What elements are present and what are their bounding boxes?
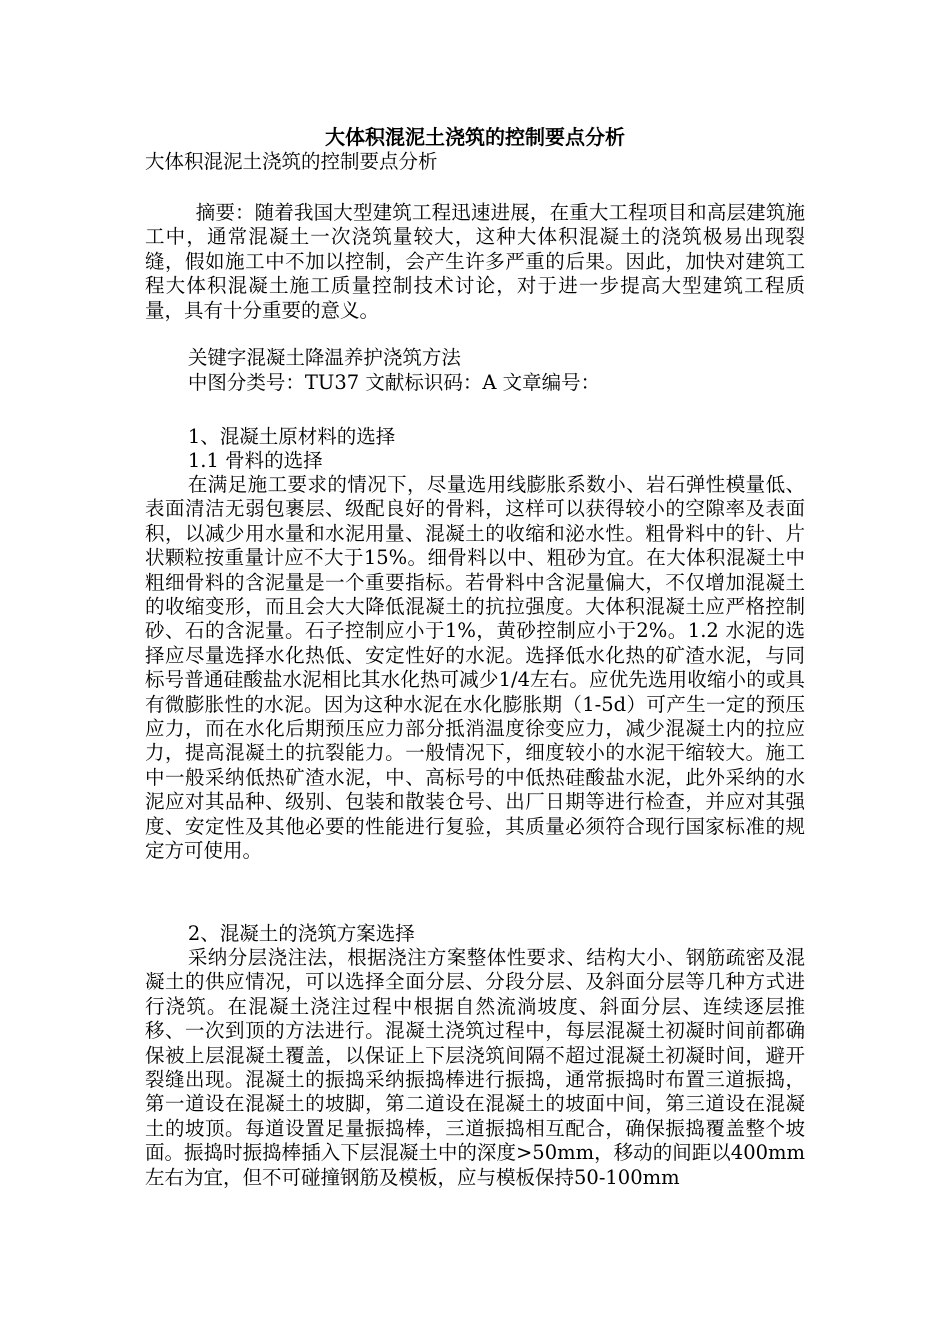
section-1-body: 在满足施工要求的情况下，尽量选用线膨胀系数小、岩石弹性模量低、表面清洁无弱包裹层、级配良好的骨料，这样可以获得较小的空隙率及表面积，以减少用水量和水泥用量、混凝土的收缩和泌水性。粗骨料中的针、片状颗粒按重量计应不大于15%。细骨料以中、粗砂为宜。在大体积混凝土中粗细骨料的含泥量是一个重要指标。若骨料中含泥量偏大，不仅增加混凝土的收缩变形，而且会大大降低混凝土的抗拉强度。大体积混凝土应严格控制砂、石的含泥量。石子控制应小于1%，黄砂控制应小于2%。1.2 水泥的选择应尽量选择水化热低、安定性好的水泥。选择低水化热的矿渣水泥，与同标号普通硅酸盐水泥相比其水化热可减少1/4左右。应优先选用收缩小的或具有微膨胀性的水泥。因为这种水泥在水化膨胀期（1-5d）可产生一定的预压应力，而在水化后期预压应力部分抵消温度徐变应力，减少混凝土内的拉应力，提高混凝土的抗裂能力。一般情况下，细度较小的水泥干缩较大。施工中一般采纳低热矿渣水泥，中、高标号的中低热硅酸盐水泥，此外采纳的水泥应对其品种、级别、包装和散装仓号、出厂日期等进行检查，并应对其强度、安定性及其他必要的性能进行复验，其质量必须符合现行国家标准的规定方可使用。 — [145, 473, 805, 863]
document-title: 大体积混泥土浇筑的控制要点分析 — [325, 125, 625, 149]
classification-line: 中图分类号：TU37 文献标识码：A 文章编号： — [187, 371, 601, 394]
section-1-1-heading: 1.1 骨料的选择 — [187, 449, 323, 472]
section-2-body: 采纳分层浇注法，根据浇注方案整体性要求、结构大小、钢筋疏密及混凝土的供应情况，可以选择全面分层、分段分层、及斜面分层等几种方式进行浇筑。在混凝土浇注过程中根据自然流淌坡度、斜面分层、连续逐层推移、一次到顶的方法进行。混凝土浇筑过程中，每层混凝土初凝时间前都确保被上层混凝土覆盖，以保证上下层浇筑间隔不超过混凝土初凝时间，避开裂缝出现。混凝土的振捣采纳振捣棒进行振捣，通常振捣时布置三道振捣，第一道设在混凝土的坡脚，第二道设在混凝土的坡面中间，第三道设在混凝土的坡顶。每道设置足量振捣棒，三道振捣相互配合，确保振捣覆盖整个坡面。振捣时振捣棒插入下层混凝土中的深度>50mm，移动的间距以400mm左右为宜，但不可碰撞钢筋及模板，应与模板保持50-100mm — [145, 946, 805, 1189]
section-2-heading: 2、混凝土的浇筑方案选择 — [187, 922, 415, 945]
abstract-paragraph: 摘要：随着我国大型建筑工程迅速进展，在重大工程项目和高层建筑施工中，通常混凝土一次浇筑量较大，这种大体积混凝土的浇筑极易出现裂缝，假如施工中不加以控制，会产生许多严重的后果。因此，加快对建筑工程大体积混凝土施工质量控制技术讨论，对于进一步提高大型建筑工程质量，具有十分重要的意义。 — [145, 201, 805, 322]
keywords-line: 关键字混凝土降温养护浇筑方法 — [187, 346, 461, 369]
document-subtitle: 大体积混泥土浇筑的控制要点分析 — [145, 150, 438, 173]
section-1-heading: 1、混凝土原材料的选择 — [187, 425, 396, 448]
